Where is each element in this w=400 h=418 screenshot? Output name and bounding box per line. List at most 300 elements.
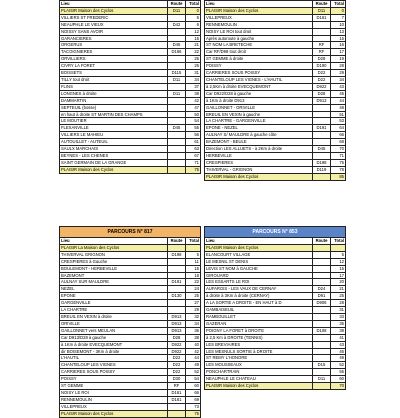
cell-total [186,244,201,251]
cell-route: D906 [313,300,331,307]
cell-lieu: PLAISIR Maison des Cyclos [205,173,313,180]
cell-total: 60 [331,376,346,383]
cell-lieu: GAILLONNET - ORIVILLE [205,104,313,111]
table-row [205,70,346,77]
cell-lieu: BREUIL EN VEXIN à droite [60,313,168,320]
cell-route [168,111,186,118]
table-row [60,362,201,369]
table-row [205,279,346,286]
cell-route [168,258,186,265]
table-row [205,76,346,83]
cell-total: 60 [186,383,201,390]
table-row [60,327,201,334]
table-row [60,56,201,63]
cell-lieu: LE MESNIL ST DENIS [205,258,313,265]
cell-lieu: PLAISIR Maison des Cyclos [205,7,313,14]
cell-total: 31 [186,70,201,77]
table-row [205,42,346,49]
table-row [60,376,201,383]
cell-lieu: ST REMY L'HONORE [205,355,313,362]
cell-total: 11 [186,258,201,265]
cell-lieu: PLAISIR Maison des Cyclos [205,383,313,390]
table-row [205,376,346,383]
table-row [205,251,346,258]
cell-route: D161 [168,389,186,396]
cell-route [313,111,331,118]
table-row [205,293,346,300]
cell-total: 75 [331,159,346,166]
table-row [205,286,346,293]
cell-total: 51 [331,111,346,118]
cell-lieu: à 1Km à droite EVECQUEMONT [60,341,168,348]
table-row [205,104,346,111]
cell-route [313,348,331,355]
cell-route: D45 [168,42,186,49]
table-row [60,104,201,111]
cell-route: D166 [168,49,186,56]
cell-total: 55 [186,125,201,132]
cell-total: 29 [186,307,201,314]
cell-total: 35 [331,320,346,327]
table-row [205,244,346,251]
cell-route: RF [168,383,186,390]
cell-route: D22 [313,70,331,77]
header-total: Total [186,1,201,8]
header-route: Route [168,1,186,8]
cell-route [313,369,331,376]
table-row [205,348,346,355]
cell-total: 15 [186,35,201,42]
cell-lieu: GARANCIERES [60,35,168,42]
cell-total: 15 [331,265,346,272]
cell-total: 53 [331,118,346,125]
cell-total: 33 [331,313,346,320]
cell-route: D11 [313,7,331,14]
table-row [60,139,201,146]
cell-total: 70 [331,383,346,390]
cell-total: 36 [186,327,201,334]
cell-total: 52 [331,362,346,369]
cell-total: 40 [186,341,201,348]
cell-lieu: NOISY LE ROI tout droit [205,28,313,35]
cell-route [313,279,331,286]
table-row [205,90,346,97]
table-row [205,111,346,118]
table-row [60,166,201,173]
table-row [60,279,201,286]
table-row [60,286,201,293]
cell-route [168,265,186,272]
cell-total: 15 [186,265,201,272]
cell-route [313,341,331,348]
cell-lieu: RAMBOUILLET [205,313,313,320]
table-header [205,238,346,245]
table-row [205,97,346,104]
table-row [205,118,346,125]
cell-lieu: FLINS [60,83,168,90]
cell-total: 61 [186,139,201,146]
cell-route [168,35,186,42]
cell-lieu: LA CHARTRE [60,307,168,314]
table-row [60,63,201,70]
cell-lieu: ORVILLIERS [60,56,168,63]
cell-route [168,104,186,111]
cell-lieu: RENNEMOULIN [60,396,168,403]
cell-total: 46 [331,348,346,355]
cell-lieu: LES MOUSSEAUX [205,362,313,369]
table-row [205,320,346,327]
cell-route [168,97,186,104]
cell-total: 41 [331,334,346,341]
cell-lieu: GAMBAISEUIL [205,307,313,314]
cell-total: 52 [186,369,201,376]
cell-route [313,139,331,146]
header-lieu: Lieu [205,1,313,8]
cell-lieu: BEYNES - LES CHENES [60,152,168,159]
table-row [60,320,201,327]
cell-total: 34 [186,320,201,327]
cell-route [168,56,186,63]
cell-route [168,139,186,146]
cell-total: 13 [331,28,346,35]
cell-route [168,146,186,153]
table-row [60,132,201,139]
table-row [205,49,346,56]
cell-lieu: CIVRY LA FORET [60,63,168,70]
cell-total: 22 [186,279,201,286]
cell-total: 71 [331,152,346,159]
cell-route: D922 [168,341,186,348]
cell-lieu: L'HAUTIL [60,355,168,362]
cell-lieu: BAZEMONT - BEULE [205,139,313,146]
cell-total: 17 [331,272,346,279]
cell-route [168,118,186,125]
cell-lieu: CHANTELOUP LES VIGNES - L'HAUTIL [205,76,313,83]
cell-lieu: GAZERAN [205,320,313,327]
cell-lieu: POIGNY LA FORET à DROITE [205,327,313,334]
cell-total: 29 [331,70,346,77]
cell-total: 49 [331,355,346,362]
table-row [60,70,201,77]
table-row [60,97,201,104]
cell-total: 75 [186,166,201,173]
cell-lieu: CARRIERES SOUS POISSY [205,70,313,77]
cell-route: D11 [168,76,186,83]
header-total: Total [331,1,346,8]
cell-lieu: AUTOUILLET - AUTEUIL [60,139,168,146]
cell-route [168,83,186,90]
cell-total: 22 [186,49,201,56]
cell-route [313,383,331,390]
header-route: Route [313,1,331,8]
parcours-title: PARCOURS N° 853 [204,226,346,237]
table-row [60,159,201,166]
table-header [205,1,346,8]
cell-lieu: Car D913/D28 à gauche [60,334,168,341]
cell-total: 25 [186,293,201,300]
table-row [205,173,346,180]
cell-total: 69 [186,396,201,403]
cell-total: 34 [331,76,346,83]
cell-total: 21 [331,286,346,293]
cell-lieu: à 1Km à droite D913 [205,97,313,104]
cell-route: D22 [168,362,186,369]
cell-total: 31 [331,307,346,314]
table-row [205,14,346,21]
cell-total: 66 [331,132,346,139]
cell-lieu: SAULX MARCHAIS [60,146,168,153]
cell-route [313,35,331,42]
table-row [205,125,346,132]
table-row [60,293,201,300]
table-row [60,28,201,35]
table-row [205,159,346,166]
cell-lieu: AULNAY S/ MAULDRE à gauche côte [205,132,313,139]
table-row [60,389,201,396]
cell-total: 20 [331,279,346,286]
cell-route: D45 [168,125,186,132]
cell-lieu: en haut à droite ST MARTIN DES CHAMPS [60,111,168,118]
cell-lieu: THIVERVAL GRIGNON [60,251,168,258]
cell-lieu: VILLEPREUX [205,14,313,21]
cell-lieu: PONCHARTRAIN [205,369,313,376]
cell-route [313,313,331,320]
cell-route: D28 [313,56,331,63]
cell-route: D45 [313,146,331,153]
cell-lieu: GIROUARD [205,272,313,279]
cell-total: 75 [186,410,201,417]
cell-lieu: POISSY [205,63,313,70]
route-table-parcours-853 [204,226,346,390]
cell-lieu: BOISSETS [60,70,168,77]
cell-total: 42 [186,348,201,355]
cell-lieu: FLEXANVILLE [60,125,168,132]
header-lieu: Lieu [60,1,168,8]
cell-lieu: ORIVILLE [60,320,168,327]
table-row [205,327,346,334]
cell-route [313,244,331,251]
cell-total: 38 [331,327,346,334]
table-row [205,7,346,14]
cell-total: 70 [331,146,346,153]
cell-route [313,334,331,341]
cell-total: 5 [331,251,346,258]
cell-lieu: TACOIGNIERES [60,49,168,56]
cell-route: D130 [168,293,186,300]
cell-route: RF [313,42,331,49]
cell-total: 10 [331,21,346,28]
cell-route: D913 [313,97,331,104]
table-row [205,362,346,369]
cell-route [168,300,186,307]
table-header [60,1,201,8]
cell-route [168,286,186,293]
cell-total: 16 [331,42,346,49]
table-row [205,166,346,173]
cell-route [313,320,331,327]
cell-total: 25 [331,293,346,300]
table-row [205,35,346,42]
table-row [60,348,201,355]
cell-route [168,403,186,410]
header-total: Total [331,238,346,245]
table-row [205,28,346,35]
table-row [60,244,201,251]
cell-route [313,132,331,139]
table-row [60,49,201,56]
cell-lieu: Direction LES ALLUETS - à 2Km à droite [205,146,313,153]
cell-total: 44 [186,355,201,362]
cell-lieu: ELANCOURT VILLAGE [205,251,313,258]
cell-total: 42 [186,97,201,104]
cell-total: 78 [331,166,346,173]
table-row [60,83,201,90]
cell-route: D119 [313,166,331,173]
cell-route: D922 [168,348,186,355]
table-row [205,369,346,376]
table-row [60,146,201,153]
header-lieu: Lieu [60,238,168,245]
cell-lieu: CHANTELOUP LES VIGNES [60,362,168,369]
cell-lieu: Après autoroute à gauche [205,35,313,42]
table-row [60,410,201,417]
cell-route [168,166,186,173]
cell-route [168,159,186,166]
table-row [205,300,346,307]
table-row [60,90,201,97]
cell-lieu: AULNAY SUR MAULDRE [60,279,168,286]
table-row [205,313,346,320]
cell-lieu: à droite à 3Km à droite (CERNAY) [205,293,313,300]
table-row [60,21,201,28]
cell-total [331,244,346,251]
cell-lieu: SAINT GERMAIN DE LA GRANGE [60,159,168,166]
cell-lieu: ST NOM LA BRETECHE [205,42,313,49]
table-row [60,14,201,21]
cell-lieu: LES MESNULS SORTIE à DROITE [205,348,313,355]
cell-total: 68 [331,139,346,146]
cell-total: 49 [186,362,201,369]
table-row [60,341,201,348]
cell-lieu: BREUIL EN VEXIN à gauche [205,111,313,118]
cell-lieu: HERBEVILLE [205,152,313,159]
route-table-left-top [59,0,201,174]
cell-total: 27 [186,300,201,307]
cell-total: 66 [186,389,201,396]
table-row [60,125,201,132]
table-row [60,111,201,118]
cell-total: 25 [186,56,201,63]
cell-route: D161 [168,396,186,403]
cell-total: 85 [331,173,346,180]
cell-total: 28 [331,63,346,70]
cell-route: D91 [313,293,331,300]
cell-total: 34 [186,76,201,83]
cell-lieu: BAZEMONT [60,272,168,279]
table-row [205,334,346,341]
table-row [205,146,346,153]
cell-lieu: NOISSY SANS AVOIR [60,28,168,35]
cell-total: 5 [186,251,201,258]
table-row [205,307,346,314]
cell-total: 43 [331,83,346,90]
table-row [60,118,201,125]
cell-route: D28 [168,334,186,341]
cell-lieu: LES ESSARTS LE ROI [205,279,313,286]
cell-lieu: LEVIS ST NOM à GAUCHE [205,265,313,272]
cell-lieu: LONGNES à droite [60,90,168,97]
cell-lieu: RENNEMOULIN [205,21,313,28]
cell-route [313,272,331,279]
cell-total: 0 [331,7,346,14]
table-row [205,383,346,390]
cell-route: D161 [313,14,331,21]
cell-lieu: VILLIERS LE MAHIEU [60,132,168,139]
cell-route [168,28,186,35]
cell-route [313,173,331,180]
cell-lieu: Car D922/D28 à gauche [205,90,313,97]
table-row [60,300,201,307]
cell-lieu: PLAISIR Maison des Cyclos [205,244,313,251]
cell-total: 54 [186,118,201,125]
cell-total: 54 [186,376,201,383]
cell-lieu: AUFARGIS - LES VAUX DE CERNAY [205,286,313,293]
table-row [60,307,201,314]
cell-route: D191 [168,279,186,286]
table-header [60,238,201,245]
cell-lieu: LES BREVIAIRES [205,341,313,348]
cell-lieu: A LA SORTIE A DROITE - EN HAUT à D [205,300,313,307]
cell-route: D190 [313,63,331,70]
table-row [60,76,201,83]
cell-route: D11 [168,7,186,14]
cell-total: 47 [186,104,201,111]
cell-route: D913 [168,327,186,334]
cell-total: 7 [331,14,346,21]
cell-route [168,272,186,279]
cell-lieu: EPONE - NEZEL [205,125,313,132]
table-row [60,265,201,272]
cell-total: 37 [186,83,201,90]
cell-total: 0 [186,7,201,14]
cell-total: 15 [331,35,346,42]
cell-lieu: VILLEPREUX [60,403,168,410]
cell-lieu: ST GEMME à droite [205,56,313,63]
cell-lieu: NEAUPHLE LE VIEUX [60,21,168,28]
cell-total: 12 [186,28,201,35]
table-row [60,383,201,390]
cell-total: 17 [331,49,346,56]
cell-lieu: PLAISIR Maison des Cyclos [60,7,168,14]
cell-total: 28 [331,300,346,307]
cell-lieu: CRESPIERES à Gauche [60,258,168,265]
cell-lieu: NEZEL [60,286,168,293]
cell-route: D22 [168,355,186,362]
cell-lieu: PLAISIR Maison des Cyclos [60,166,168,173]
table-row [60,272,201,279]
cell-lieu: SEPTEUIL (bosse) [60,104,168,111]
cell-route [168,132,186,139]
cell-total: 55 [331,369,346,376]
cell-route [168,307,186,314]
table-row [60,258,201,265]
cell-total: 24 [186,286,201,293]
table-row [60,369,201,376]
cell-total: 48 [331,104,346,111]
cell-route: D11 [168,90,186,97]
cell-total: 12 [331,258,346,265]
cell-lieu: BOULEMONT - HERBEVILLE [60,265,168,272]
